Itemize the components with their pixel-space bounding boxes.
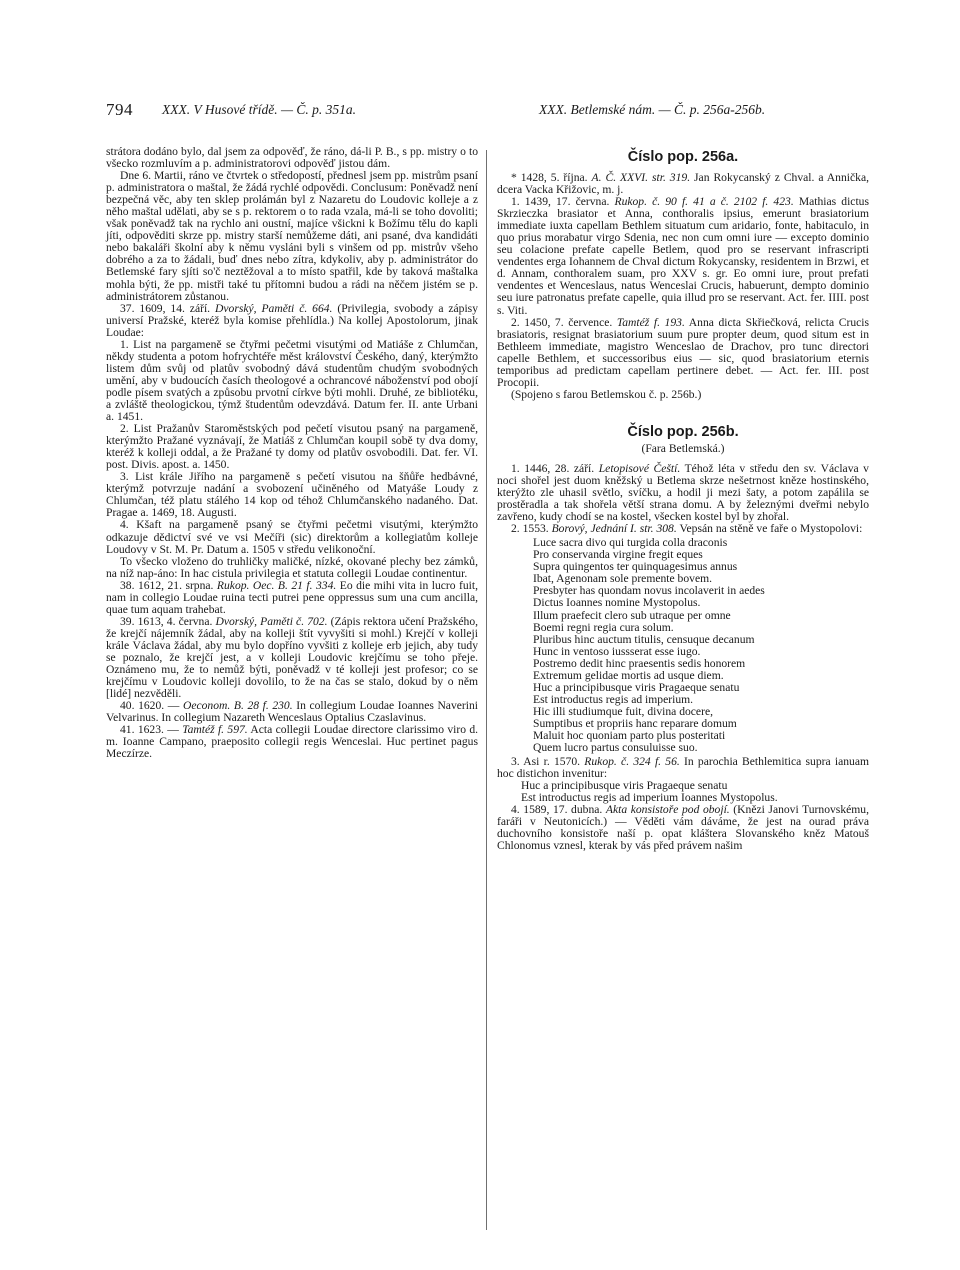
entry-40 bbox=[106, 700, 478, 724]
verse-line: Sumptibus et propriis hanc reparare domum bbox=[533, 716, 737, 730]
verse-line: Hic illi studiumque fuit, divina docere, bbox=[533, 704, 713, 718]
entry-heading: 2. 1553. bbox=[511, 522, 549, 536]
running-header bbox=[106, 100, 866, 126]
paragraph: 1. List na pargameně se čtyřmi pečetmi visutými od Matiáše z Chlumčan, někdy studenta a potom hofrychtéře měst království Českého, daný, kterýmžto listem dům svůj od platův svobodný dává studentům chudým svobodných umění, aby v budoucích časích theologové a ochrancové náboženství pod obojí podle písem svatých a způsobu prvotní církve býti mohli. Druhé, ze bibliotéku, a zvláště theologickou, týmž študentům odevzdává. Datum fer. II. ante Urbani a. 1451. bbox=[106, 337, 478, 424]
verse-line: Supra quingentos ter quinquagesimus annus bbox=[533, 560, 738, 574]
entry-source: Oeconom. B. 28 f. 230. bbox=[182, 699, 293, 713]
paragraph: strátora dodáno bylo, dal jsem za odpověď, že ráno, dá-li P. B., s pp. mistry o to všecko rozmluvím a p. administratorovi odpověď jistou dám. bbox=[106, 145, 478, 171]
left-column bbox=[106, 146, 478, 760]
entry-heading: 4. 1589, 17. dubna. bbox=[511, 803, 603, 817]
entry-1428 bbox=[497, 172, 869, 196]
entry-text: (Zápis rektora učení Pražského, že krejčí nájemník žádal, aby na kolleji štít vyvyšiti si mohl.) Krejčí v kolleji krále Václava žádal, aby mu bylo dopříno vyvšiti z kolleje erb jejich, aby tudy se poznalo, že krejčí jest, a v kolleji Loudovic krejčímu se toho přeje. Oznámeno mu, že to nemůž býti, poněvadž v té kolleji jest profesor; co se krejčímu v Loudovic kolleji dovolilo, to že na čas se stalo, dokud by o něm [lidé] nezvěděli. bbox=[106, 614, 479, 701]
entry-41 bbox=[106, 724, 478, 760]
verse-line: Pluribus hinc auctum titulis, censuque decanum bbox=[533, 632, 755, 646]
paragraph: Dne 6. Martii, ráno ve čtvrtek o středopostí, přednesl jsem pp. mistrům psaní p. administratora o maštal, že žádá rychlé odpovědi. Conclusum: Poněvadž není bezpečná věc, aby ten sklep prolámán byl z Nazaretu do Loudovic kolleje a z něho maštal udělati, aby se s p. rektorem o to rada vzala, má-li se toho dovoliti; však poněvadž tak na rychlo ani oustní, majíce všickni k Božímu tělu do kapli jíti, odpověditi skrze pp. mistry starší nemůžeme dáti, ani psané, dva kandidáti nebo bakaláři školní aby k němu vysláni byli s vinšem od pp. mistrův všeho dobrého a za to žádali, buď dnes nebo zítra, kdykoliv, aby p. administrátor do Betlemské fary sjíti so'č neztěžoval a to místo spatřil, kde by taková maštalka mohla býti, že pp. mistři také tu přítomni budou a rádi na něčem jistém se p. administrátorem zůstanou. bbox=[106, 169, 478, 303]
entry-text: Téhož léta v středu den sv. Václava v noci shořel jest duom kněžský u Betlema skrze nešetrnost kněze hostinského, kterýžto zle uhasil světlo, svíčku, a hodil ji mezi šaty, a potom zapálila se prostěradla a tak shořela větší strana domu. A by železnými dveřmi nebylo zavřeno, kudy chodí se na kostel, všecken kostel byl by zhořal. bbox=[497, 461, 869, 524]
entry-heading: 37. 1609, 14. září. bbox=[120, 301, 211, 315]
entry-source: Akta konsistoře pod obojí. bbox=[605, 803, 730, 817]
entry-source: Rukop. č. 90 f. 41 a č. 2102 f. 423. bbox=[614, 195, 794, 209]
entry-source: Dvorský, Paměti č. 664. bbox=[215, 301, 333, 315]
entry-38 bbox=[106, 580, 478, 616]
verse-line: Est introductus regis ad imperium Ioannes Mystopolus. bbox=[521, 791, 778, 805]
entry-1553 bbox=[497, 523, 869, 535]
entry-source: Tamtéž f. 193. bbox=[616, 315, 685, 329]
entry-heading: 39. 1613, 4. června. bbox=[120, 614, 213, 628]
entry-text: (Knězi Janovi Turnovskému, faráři v Neutonicích.) — Věděti vám dáváme, že jest na ourad práva duchovního konsistoře naší p. opat kláštera Slovanského kněz Matouš Chlonomus vznesl, kterak by vás před právem našim bbox=[497, 803, 869, 853]
cross-reference-note: (Spojeno s farou Betlemskou č. p. 256b.) bbox=[511, 387, 702, 401]
entry-source: A. Č. XXVI. str. 319. bbox=[591, 171, 691, 184]
entry-heading: 40. 1620. — bbox=[120, 699, 180, 713]
entry-39 bbox=[106, 616, 478, 700]
paragraph: 2. List Pražanův Staroměstských pod pečetí visutou psaný na pargameně, kterýmžto Pražané vyznávají, že Matiáš z Chlumčan koupil sobě ty dva domy, kteréž k kolleji oddal, a že Pražané ty domy od platův osvobodili. Dat. fer. VI. post. Divis. apost. a. 1450. bbox=[106, 422, 478, 472]
entry-text: In parochia Bethlemitica supra ianuam hoc distichon invenitur: bbox=[497, 755, 869, 781]
entry-heading: 38. 1612, 21. srpna. bbox=[120, 578, 214, 592]
entry-37 bbox=[106, 303, 478, 339]
entry-text: Mathias dictus Skrzieczka brasiator et Anna, conthoralis ipsius, emerunt brasiatorium immediate iuxta capellam Bethlem situatum cum aridario, fonte, habitaculo, in quo prius morabatur virgo Sdenia, nec non cum omni iure — excepto dominio seu colacione prefate capelle Betlem, quod pro se reservant infrascripti vendentes erga Iohannem de Chval dictum Rokycansky, residentem in Brzwi, et d. Annam, conthoralem suam, pro XXV s. gr. Eo omni iure, prout prefati vendentes et Wenceslaus, natus Wenceslai Crucis, habuerunt, dempto dominio seu iure patronatus prefate capelle, quia illud pro se reservant. Act. fer. IIII. post s. Viti. bbox=[497, 195, 869, 317]
verse-line: Illum praefecit clero sub utraque per omne bbox=[533, 608, 731, 622]
entry-source: Tamtéž f. 597. bbox=[182, 723, 248, 737]
verse-line: Presbyter has quondam novus incolaverit in aedes bbox=[533, 584, 765, 598]
entry-1589 bbox=[497, 804, 869, 852]
entry-text: In collegium Loudae Ioannes Naverini Velvarinus. In collegium Nazareth Wenceslaus Optalius Czaslavinus. bbox=[106, 699, 479, 725]
section-title-256b: Číslo pop. 256b. bbox=[627, 423, 739, 440]
entry-source: Letopisové Čeští. bbox=[598, 461, 681, 475]
distichon-verse bbox=[521, 780, 869, 804]
verse-line: Huc a principibusque viris Pragaeque senatu bbox=[521, 779, 728, 793]
verse-line: Est introductus regis ad imperium. bbox=[533, 692, 694, 706]
paragraph: 3. List krále Jiřího na pargameně s pečetí visutou na šňůře hedbávné, kterýmž potvrzuje nadání a svobození učiněného od Matyáše Loudy z Chlumčan, též platu stálého 14 kop od téhož Chlumčanského nadaného. Dat. Pragae a. 1469, 18. Augusti. bbox=[106, 470, 478, 520]
paragraph: To všecko vloženo do truhličky maličké, nízké, okované plechy bez zámků, na níž nap-áno: In hac cistula privilegia et statuta collegii Loudae continentur. bbox=[106, 554, 478, 580]
verse-line: Maluit hoc quoniam parto plus posteritati bbox=[533, 728, 726, 742]
verse-line: Huc a principibusque viris Pragaeque senatu bbox=[533, 680, 740, 694]
section-subtitle: (Fara Betlemská.) bbox=[641, 441, 725, 455]
entry-1570 bbox=[497, 756, 869, 780]
right-running-title: XXX. Betlemské nám. — Č. p. 256a-256b. bbox=[539, 102, 766, 117]
entry-1446 bbox=[497, 463, 869, 523]
entry-source: Dvorský, Paměti č. 702. bbox=[215, 614, 328, 628]
entry-heading: 1. 1446, 28. září. bbox=[511, 461, 595, 475]
verse-line: Boemi regni regia cura solum. bbox=[533, 620, 674, 634]
paragraph: 4. Kšaft na pargameně psaný se čtyřmi pečetmi visutými, kterýmžto odkazuje dědictví své ve vsi Mečíři (sic) direktorům a kollegiatům kolleje Loudovy v St. M. Pr. Datum a. 1505 v středu velikonoční. bbox=[106, 518, 478, 556]
entry-text: Jan Rokycanský z Chval. a Annička, dcera Vacka Křižovic, m. j. bbox=[497, 171, 869, 197]
entry-heading: * 1428, 5. října. bbox=[511, 171, 588, 184]
left-running-title: XXX. V Husové třídě. — Č. p. 351a. bbox=[162, 102, 356, 117]
entry-source: Borový, Jednání I. str. 308. bbox=[551, 522, 677, 536]
entry-text: Anna dicta Skřiečková, relicta Crucis brasiatoris, resignat brasiatorium suum pure propter deum, quod situm est in Bethleem immediate, magistro Wenceslao de Drachov, pro tunc directori capelle Bethlem, et successoribus eius — sic, quod brasiatorium eternis temporibus ad predictam capellam pertinere debet. — Act. fer. III. post Procopii. bbox=[497, 315, 869, 389]
entry-text: Acta collegii Loudae directore clarissimo viro d. m. Ioanne Campano, praeposito collegii regis Wenceslai. Huc pertinet pagus Meczírze. bbox=[106, 723, 479, 761]
entry-heading: 2. 1450, 7. července. bbox=[511, 315, 613, 329]
page-number: 794 bbox=[106, 100, 133, 119]
verse-line: Ibat, Agenonam sole premente bovem. bbox=[533, 572, 713, 586]
entry-heading: 41. 1623. — bbox=[120, 723, 179, 737]
entry-source: Rukop. Oec. B. 21 f. 334. bbox=[216, 578, 337, 592]
verse-line: Pro conservanda virgine fregit eques bbox=[533, 548, 703, 562]
column-divider bbox=[486, 150, 487, 1230]
verse-line: Quem lucro partus consuluisse suo. bbox=[533, 741, 698, 755]
verse-line: Postremo dedit hinc praesentis sedis honorem bbox=[533, 656, 746, 670]
entry-source: Rukop. č. 324 f. 56. bbox=[584, 755, 680, 769]
verse-line: Dictus Ioannes nomine Mystopolus. bbox=[533, 596, 701, 610]
verse-line: Extremum gelidae mortis ad usque diem. bbox=[533, 668, 724, 682]
entry-1439 bbox=[497, 196, 869, 316]
inscription-verse bbox=[533, 537, 869, 754]
entry-heading: 1. 1439, 17. června. bbox=[511, 195, 610, 209]
entry-text: Eo die mihi vita in lucro fuit, nam in collegio Loudae ruina tecti putrei pene oppressus sum una cum ancilla, quae tum aquam trahebat. bbox=[106, 578, 478, 616]
entry-text: Vepsán na stěně ve faře o Mystopolovi: bbox=[679, 522, 863, 536]
entry-heading: 3. Asi r. 1570. bbox=[511, 755, 581, 769]
verse-line: Hunc in ventoso iussserat esse iugo. bbox=[533, 644, 701, 658]
section-title-256a: Číslo pop. 256a. bbox=[627, 149, 739, 165]
right-column bbox=[497, 146, 869, 852]
entry-1450 bbox=[497, 317, 869, 389]
verse-line: Luce sacra divo qui turgida colla draconis bbox=[533, 536, 728, 550]
entry-text: (Privilegia, svobody a zápisy universí Pražské, kteréž byla komise přehlídla.) Na kollej Apostolorum, jinak Loudae: bbox=[106, 301, 478, 339]
